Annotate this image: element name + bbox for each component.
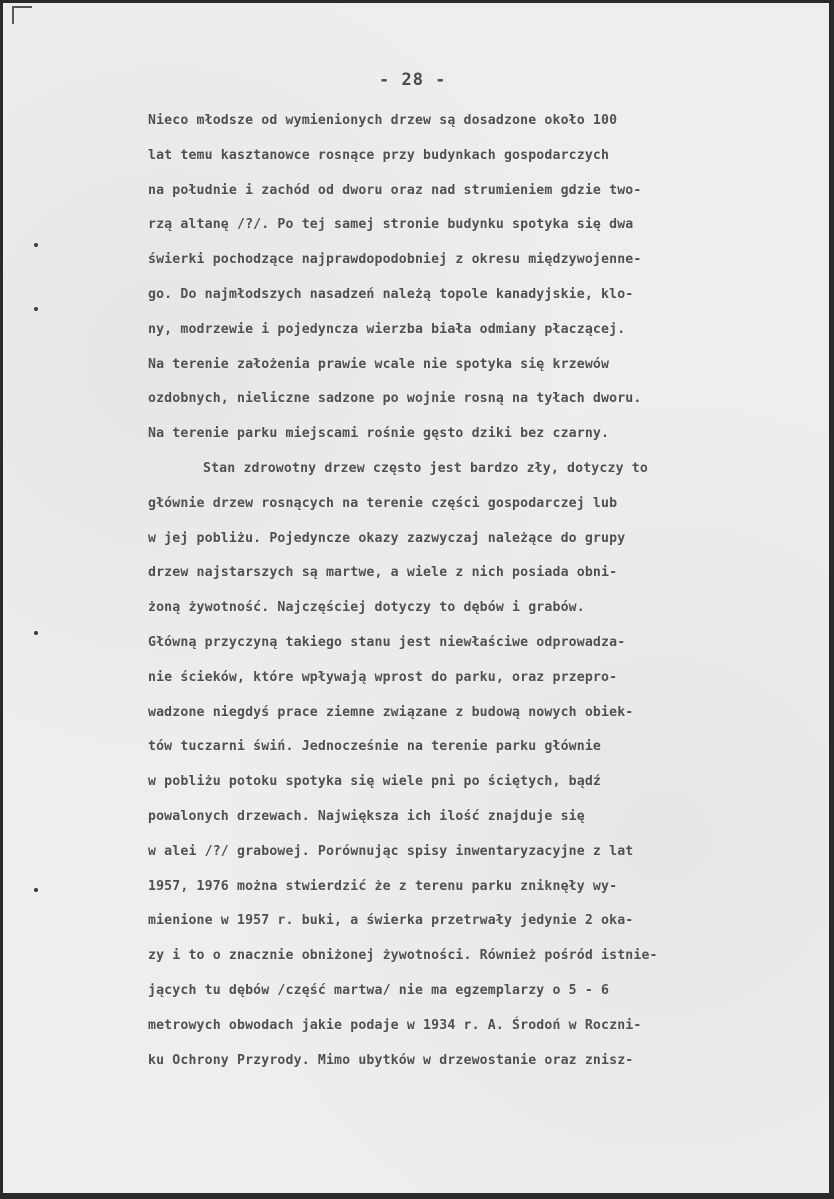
text-line: jących tu dębów /część martwa/ nie ma egzemplarzy o 5 - 6 bbox=[148, 982, 610, 998]
text-line: Na terenie założenia prawie wcale nie spotyka się krzewów bbox=[148, 356, 610, 372]
scan-corner-mark bbox=[12, 6, 32, 24]
margin-dot bbox=[34, 888, 38, 892]
text-line: świerki pochodzące najprawdopodobniej z okresu międzywojenne- bbox=[148, 252, 642, 268]
margin-dot bbox=[34, 631, 38, 635]
text-line: w alei /?/ grabowej. Porównując spisy inwentaryzacyjne z lat bbox=[148, 843, 634, 859]
text-line: rzą altanę /?/. Po tej samej stronie budynku spotyka się dwa bbox=[148, 217, 634, 233]
text-line: zy i to o znacznie obniżonej żywotności. Również pośród istnie- bbox=[148, 948, 658, 964]
text-line: ozdobnych, nieliczne sadzone po wojnie rosną na tyłach dworu. bbox=[148, 391, 642, 407]
document-page bbox=[3, 3, 829, 1193]
text-line: wadzone niegdyś prace ziemne związane z budową nowych obiek- bbox=[148, 704, 634, 720]
page-number: - 28 - bbox=[379, 70, 447, 90]
margin-dot bbox=[34, 243, 38, 247]
text-line: nie ścieków, które wpływają wprost do parku, oraz przepro- bbox=[148, 669, 618, 685]
text-line: lat temu kasztanowce rosnące przy budynkach gospodarczych bbox=[148, 147, 610, 163]
text-line: mienione w 1957 r. buki, a świerka przetrwały jedynie 2 oka- bbox=[148, 913, 634, 929]
text-line: Nieco młodsze od wymienionych drzew są dosadzone około 100 bbox=[148, 113, 618, 128]
body-text bbox=[148, 104, 829, 1078]
text-line: żoną żywotność. Najczęściej dotyczy to dębów i grabów. bbox=[148, 600, 585, 616]
text-line: Stan zdrowotny drzew często jest bardzo zły, dotyczy to bbox=[203, 460, 648, 476]
margin-dot bbox=[34, 307, 38, 311]
text-line: głównie drzew rosnących na terenie części gospodarczej lub bbox=[148, 495, 618, 511]
text-line: w jej pobliżu. Pojedyncze okazy zazwyczaj należące do grupy bbox=[148, 530, 626, 546]
text-line: na południe i zachód od dworu oraz nad strumieniem gdzie two- bbox=[148, 182, 642, 198]
text-line: 1957, 1976 można stwierdzić że z terenu parku zniknęły wy- bbox=[148, 878, 618, 894]
text-line: metrowych obwodach jakie podaje w 1934 r. A. Środoń w Roczni- bbox=[148, 1017, 642, 1033]
text-line: w pobliżu potoku spotyka się wiele pni po ściętych, bądź bbox=[148, 774, 602, 790]
text-line: tów tuczarni świń. Jednocześnie na terenie parku głównie bbox=[148, 739, 602, 755]
text-line: powalonych drzewach. Największa ich ilość znajduje się bbox=[148, 808, 585, 824]
text-line: ku Ochrony Przyrody. Mimo ubytków w drzewostanie oraz znisz- bbox=[148, 1052, 634, 1068]
text-line: ny, modrzewie i pojedyncza wierzba biała odmiany płaczącej. bbox=[148, 321, 626, 337]
text-line: drzew najstarszych są martwe, a wiele z nich posiada obni- bbox=[148, 565, 618, 581]
text-line: go. Do najmłodszych nasadzeń należą topole kanadyjskie, klo- bbox=[148, 286, 634, 302]
text-line: Na terenie parku miejscami rośnie gęsto dziki bez czarny. bbox=[148, 426, 610, 442]
text-line: Główną przyczyną takiego stanu jest niewłaściwe odprowadza- bbox=[148, 634, 626, 650]
